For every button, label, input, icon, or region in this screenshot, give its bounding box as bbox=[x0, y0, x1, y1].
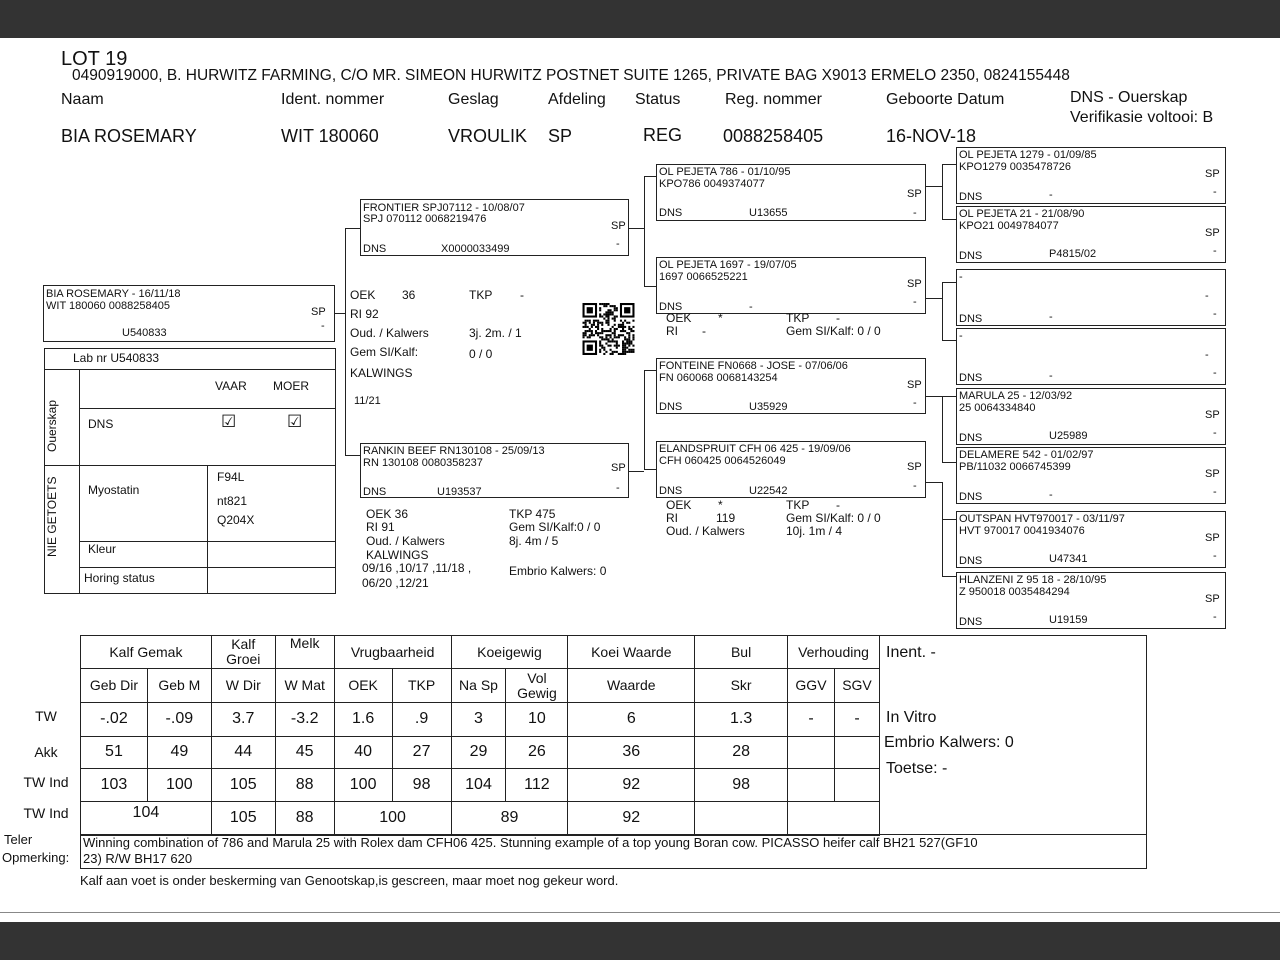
ggp-title-5: MARULA 25 - 12/03/92 bbox=[959, 390, 1073, 402]
remark-box bbox=[80, 834, 1147, 869]
gp-tkp-label-bottom: TKP bbox=[786, 498, 810, 512]
sire-tkp-label: TKP bbox=[469, 288, 493, 302]
row-label-twind: TW Ind bbox=[23, 774, 69, 790]
twind-cell-8: 112 bbox=[506, 769, 568, 802]
ggp-dash-2: - bbox=[1213, 245, 1217, 257]
ggp-id-7: HVT 970017 0041934076 bbox=[959, 525, 1085, 537]
moer-checkbox: ☑ bbox=[287, 412, 303, 431]
ggp-dns-value-5: U25989 bbox=[1049, 430, 1088, 442]
myostatin-label: Myostatin bbox=[88, 483, 140, 497]
label-reg: Reg. nommer bbox=[725, 91, 822, 108]
group-vrugbaarheid: Vrugbaarheid bbox=[334, 636, 451, 669]
lab-box bbox=[44, 348, 336, 594]
label-naam: Naam bbox=[61, 91, 104, 108]
sub-ggv: GGV bbox=[788, 669, 835, 703]
ggp-id-8: Z 950018 0035484294 bbox=[959, 586, 1070, 598]
sub-sgv: SGV bbox=[834, 669, 879, 703]
ggp-dns-label-7: DNS bbox=[959, 555, 983, 567]
twind2-verhouding bbox=[788, 802, 880, 836]
group-bul: Bul bbox=[695, 636, 788, 669]
dam-oek: OEK 36 bbox=[366, 507, 409, 521]
ggp-dash-4: - bbox=[1213, 367, 1217, 379]
embrio-kalwers: Embrio Kalwers: 0 bbox=[884, 734, 1014, 751]
gp-dash-1: - bbox=[913, 207, 917, 219]
gp-oud-label-bottom: Oud. / Kalwers bbox=[666, 524, 745, 538]
vaar-checkbox: ☑ bbox=[221, 412, 237, 431]
dam-dates-2: 06/20 ,12/21 bbox=[362, 576, 429, 590]
label-geslag: Geslag bbox=[448, 91, 499, 108]
akk-cell-5: 40 bbox=[334, 737, 392, 769]
remark-line-1: Winning combination of 786 and Marula 25 with Rolex dam CFH06 425. Stunning example of a top young Boran cow. PICASSO heifer calf BH21 527(GF10 bbox=[83, 835, 978, 850]
gp-oek-bottom: * bbox=[718, 498, 723, 512]
sub-tkp: TKP bbox=[392, 669, 451, 703]
page-bottom-rule bbox=[0, 912, 1280, 913]
in-vitro: In Vitro bbox=[886, 709, 937, 726]
sire-box bbox=[360, 199, 629, 256]
sire-kalwings: KALWINGS bbox=[350, 366, 413, 380]
ggp-dns-label-3: DNS bbox=[959, 313, 983, 325]
value-afdeling: SP bbox=[548, 126, 573, 146]
twind2-kalf-gemak: 104 bbox=[81, 802, 212, 836]
akk-cell-7: 29 bbox=[451, 737, 506, 769]
gp-dns-label-2: DNS bbox=[659, 301, 683, 313]
ggp-dash-3: - bbox=[1213, 308, 1217, 320]
ggp-dns-value-6: - bbox=[1049, 489, 1053, 501]
akk-cell-8: 26 bbox=[506, 737, 568, 769]
ggp-title-4: - bbox=[959, 330, 963, 342]
sire-breed: SP bbox=[611, 220, 626, 232]
value-geboorte: 16-NOV-18 bbox=[886, 126, 977, 146]
ggp-dns-value-3: - bbox=[1049, 311, 1053, 323]
sire-gem: 0 / 0 bbox=[469, 347, 493, 361]
group-koeigewig: Koeigewig bbox=[451, 636, 568, 669]
ggp-dns-value-2: P4815/02 bbox=[1049, 248, 1097, 260]
gp-box-1 bbox=[656, 164, 926, 221]
footer-note: Kalf aan voet is onder beskerming van Genootskap,is gescreen, maar moet nog gekeur word. bbox=[80, 873, 619, 888]
moer-label: MOER bbox=[273, 379, 309, 393]
ggp-breed-6: SP bbox=[1205, 468, 1220, 480]
ggp-dns-value-4: - bbox=[1049, 370, 1053, 382]
gp-dash-3: - bbox=[913, 397, 917, 409]
dam-ri: RI 91 bbox=[366, 520, 395, 534]
inent: Inent. - bbox=[886, 644, 936, 661]
animal-lab: U540833 bbox=[122, 327, 167, 339]
sub-geb-dir: Geb Dir bbox=[81, 669, 148, 703]
remark-label-opmerking: Opmerking: bbox=[2, 850, 70, 865]
ggp-id-1: KPO1279 0035478726 bbox=[959, 161, 1071, 173]
twind-cell-1: 103 bbox=[81, 769, 148, 802]
ggp-dns-label-2: DNS bbox=[959, 250, 983, 262]
value-status: REG bbox=[643, 125, 683, 145]
ggp-box-6 bbox=[956, 447, 1226, 504]
twind-cell-10: 98 bbox=[695, 769, 788, 802]
ggp-dash-6: - bbox=[1213, 486, 1217, 498]
gp-tkp-bottom: - bbox=[836, 498, 840, 512]
label-status: Status bbox=[635, 91, 681, 108]
gp-id-1: KPO786 0049374077 bbox=[659, 178, 765, 190]
dam-oud-label: Oud. / Kalwers bbox=[366, 534, 445, 548]
sub-w-dir: W Dir bbox=[211, 669, 275, 703]
kleur-label: Kleur bbox=[88, 542, 117, 556]
dam-dns-label: DNS bbox=[363, 486, 387, 498]
value-reg: 0088258405 bbox=[723, 126, 824, 146]
tw-cell-8: 10 bbox=[506, 703, 568, 737]
gp-gem-bottom: Gem SI/Kalf: 0 / 0 bbox=[786, 511, 881, 525]
ggp-id-5: 25 0064334840 bbox=[959, 402, 1036, 414]
horing-label: Horing status bbox=[84, 571, 155, 585]
side-nie-getoets: NIE GETOETS bbox=[45, 476, 59, 557]
tw-cell-3: 3.7 bbox=[211, 703, 275, 737]
myo-q204x: Q204X bbox=[217, 513, 255, 527]
sire-oek: 36 bbox=[402, 288, 416, 302]
sub-waarde: Waarde bbox=[568, 669, 695, 703]
ggp-title-7: OUTSPAN HVT970017 - 03/11/97 bbox=[959, 513, 1125, 525]
gp-box-4 bbox=[656, 441, 926, 498]
gp-oek-top: * bbox=[718, 311, 723, 325]
gp-ri-bottom: 119 bbox=[716, 511, 736, 525]
akk-cell-4: 45 bbox=[275, 737, 334, 769]
sire-gem-label: Gem SI/Kalf: bbox=[350, 345, 419, 359]
gp-title-1: OL PEJETA 786 - 01/10/95 bbox=[659, 166, 791, 178]
group-melk: Melk bbox=[275, 636, 334, 669]
myo-nt821: nt821 bbox=[217, 494, 248, 508]
gp-box-2 bbox=[656, 257, 926, 314]
dam-gem: Gem SI/Kalf:0 / 0 bbox=[509, 520, 601, 534]
gp-dns-value-3: U35929 bbox=[749, 401, 788, 413]
ggp-title-1: OL PEJETA 1279 - 01/09/85 bbox=[959, 149, 1097, 161]
gp-dns-label-1: DNS bbox=[659, 207, 683, 219]
tw-cell-10: 1.3 bbox=[695, 703, 788, 737]
ggp-title-2: OL PEJETA 21 - 21/08/90 bbox=[959, 208, 1085, 220]
gp-breed-3: SP bbox=[907, 379, 922, 391]
qr-code-icon bbox=[582, 303, 635, 355]
ggp-dns-value-1: - bbox=[1049, 189, 1053, 201]
ggp-dns-label-1: DNS bbox=[959, 191, 983, 203]
ggp-breed-4: - bbox=[1205, 349, 1209, 361]
twind-cell-4: 88 bbox=[275, 769, 334, 802]
ggp-box-4 bbox=[956, 328, 1226, 385]
gp-breed-1: SP bbox=[907, 188, 922, 200]
ggp-dash-1: - bbox=[1213, 186, 1217, 198]
gp-gem-top: Gem SI/Kalf: 0 / 0 bbox=[786, 324, 881, 338]
tw-cell-9: 6 bbox=[568, 703, 695, 737]
side-ouerskap: Ouerskap bbox=[45, 399, 59, 452]
gp-breed-2: SP bbox=[907, 278, 922, 290]
ggp-breed-3: - bbox=[1205, 290, 1209, 302]
dns-label: DNS bbox=[88, 417, 114, 431]
tw-cell-4: -3.2 bbox=[275, 703, 334, 737]
gp-oud-bottom: 10j. 1m / 4 bbox=[786, 524, 843, 538]
akk-cell-9: 36 bbox=[568, 737, 695, 769]
gp-id-2: 1697 0066525221 bbox=[659, 271, 748, 283]
ggp-dash-8: - bbox=[1213, 611, 1217, 623]
value-naam: BIA ROSEMARY bbox=[61, 126, 197, 146]
ggp-breed-1: SP bbox=[1205, 168, 1220, 180]
row-label-twind-2: TW Ind bbox=[23, 805, 69, 821]
label-afdeling: Afdeling bbox=[548, 91, 606, 108]
gp-dash-2: - bbox=[913, 296, 917, 308]
twind-cell-9: 92 bbox=[568, 769, 695, 802]
group-kalf-gemak: Kalf Gemak bbox=[81, 636, 212, 669]
ggp-box-7 bbox=[956, 511, 1226, 568]
gp-dns-value-1: U13655 bbox=[749, 207, 788, 219]
owner-line: 0490919000, B. HURWITZ FARMING, C/O MR. SIMEON HURWITZ POSTNET SUITE 1265, PRIVATE BAG X9013 ERMELO 2350, 0824155448 bbox=[72, 67, 1070, 84]
twind2-skr bbox=[695, 802, 788, 836]
ggp-title-3: - bbox=[959, 271, 963, 283]
twind2-koeigewig: 89 bbox=[451, 802, 568, 836]
twind2-vrugbaarheid: 100 bbox=[334, 802, 451, 836]
twind-cell-11 bbox=[788, 769, 835, 802]
gp-tkp-label-top: TKP bbox=[786, 311, 810, 325]
ggp-box-3 bbox=[956, 269, 1226, 326]
sire-kalwings-dates: 11/21 bbox=[354, 395, 381, 407]
animal-id-line: WIT 180060 0088258405 bbox=[46, 300, 170, 312]
ggp-dns-value-7: U47341 bbox=[1049, 553, 1088, 565]
remark-label-teler: Teler bbox=[4, 832, 33, 847]
group-koei-waarde: Koei Waarde bbox=[568, 636, 695, 669]
tw-cell-2: -.09 bbox=[147, 703, 211, 737]
dam-title: RANKIN BEEF RN130108 - 25/09/13 bbox=[363, 445, 545, 457]
gp-dash-4: - bbox=[913, 480, 917, 492]
gp-tkp-top: - bbox=[836, 311, 840, 325]
ggp-box-2 bbox=[956, 206, 1226, 263]
dns-title: DNS - Ouerskap bbox=[1070, 89, 1188, 106]
vaar-label: VAAR bbox=[215, 379, 247, 393]
gp-title-2: OL PEJETA 1697 - 19/07/05 bbox=[659, 259, 797, 271]
ggp-breed-7: SP bbox=[1205, 532, 1220, 544]
akk-cell-2: 49 bbox=[147, 737, 211, 769]
sub-geb-m: Geb M bbox=[147, 669, 211, 703]
gp-box-3 bbox=[656, 358, 926, 414]
value-ident: WIT 180060 bbox=[281, 126, 379, 146]
sub-skr: Skr bbox=[695, 669, 788, 703]
tw-cell-7: 3 bbox=[451, 703, 506, 737]
tw-cell-6: .9 bbox=[392, 703, 451, 737]
ggp-dash-5: - bbox=[1213, 427, 1217, 439]
lab-nr: Lab nr U540833 bbox=[73, 351, 160, 365]
tw-cell-1: -.02 bbox=[81, 703, 148, 737]
row-label-tw: TW bbox=[35, 708, 57, 724]
ggp-breed-5: SP bbox=[1205, 409, 1220, 421]
sub-vol-gewig: Vol Gewig bbox=[506, 669, 568, 703]
gp-ri-label-bottom: RI bbox=[666, 511, 678, 525]
dam-dates-1: 09/16 ,10/17 ,11/18 , bbox=[362, 561, 472, 575]
ggp-breed-8: SP bbox=[1205, 593, 1220, 605]
remark-line-2: 23) R/W BH17 620 bbox=[83, 851, 193, 866]
group-verhouding: Verhouding bbox=[788, 636, 880, 669]
sire-dns-label: DNS bbox=[363, 243, 387, 255]
ggp-box-8 bbox=[956, 572, 1226, 629]
dam-oud: 8j. 4m / 5 bbox=[509, 534, 559, 548]
inent-box bbox=[879, 635, 1147, 835]
twind2-w-mat: 88 bbox=[275, 802, 334, 836]
sire-id-line: SPJ 070112 0068219476 bbox=[363, 213, 487, 225]
ggp-breed-2: SP bbox=[1205, 227, 1220, 239]
sub-w-mat: W Mat bbox=[275, 669, 334, 703]
twind2-waarde: 92 bbox=[568, 802, 695, 836]
ggp-dns-label-5: DNS bbox=[959, 432, 983, 444]
gp-id-4: CFH 060425 0064526049 bbox=[659, 455, 786, 467]
gp-breed-4: SP bbox=[907, 461, 922, 473]
tw-cell-5: 1.6 bbox=[334, 703, 392, 737]
akk-cell-1: 51 bbox=[81, 737, 148, 769]
value-geslag: VROULIK bbox=[448, 126, 528, 146]
ggp-dns-label-8: DNS bbox=[959, 616, 983, 628]
dam-tkp: TKP 475 bbox=[509, 507, 556, 521]
toetse: Toetse: - bbox=[886, 760, 948, 777]
sire-oud: 3j. 2m. / 1 bbox=[469, 326, 522, 340]
dam-kalwings: KALWINGS bbox=[366, 548, 429, 562]
akk-cell-11 bbox=[788, 737, 835, 769]
animal-breed: SP bbox=[311, 306, 326, 318]
ggp-id-6: PB/11032 0066745399 bbox=[959, 461, 1071, 473]
ggp-title-6: DELAMERE 542 - 01/02/97 bbox=[959, 449, 1094, 461]
sire-dash: - bbox=[616, 238, 620, 250]
ggp-dns-value-8: U19159 bbox=[1049, 614, 1088, 626]
ggp-dns-label-4: DNS bbox=[959, 372, 983, 384]
gp-dns-value-4: U22542 bbox=[749, 485, 788, 497]
lot-number: LOT 19 bbox=[61, 48, 128, 70]
group-kalf-groei: Kalf Groei bbox=[211, 636, 275, 669]
evaluation-table bbox=[80, 635, 880, 836]
gp-id-3: FN 060068 0068143254 bbox=[659, 372, 778, 384]
sire-dns-value: X0000033499 bbox=[441, 243, 510, 255]
dam-dash: - bbox=[616, 482, 620, 494]
bottom-bar bbox=[0, 922, 1280, 960]
ggp-dns-label-6: DNS bbox=[959, 491, 983, 503]
twind-cell-2: 100 bbox=[147, 769, 211, 802]
label-geboorte: Geboorte Datum bbox=[886, 91, 1005, 108]
ggp-box-1 bbox=[956, 147, 1226, 204]
twind-cell-7: 104 bbox=[451, 769, 506, 802]
label-ident: Ident. nommer bbox=[281, 91, 385, 108]
ggp-title-8: HLANZENI Z 95 18 - 28/10/95 bbox=[959, 574, 1107, 586]
sire-ri: RI 92 bbox=[350, 307, 379, 321]
gp-ri-top: - bbox=[702, 324, 706, 338]
akk-cell-10: 28 bbox=[695, 737, 788, 769]
akk-cell-6: 27 bbox=[392, 737, 451, 769]
ggp-id-2: KPO21 0049784077 bbox=[959, 220, 1059, 232]
dam-box bbox=[360, 443, 629, 498]
row-label-akk: Akk bbox=[34, 744, 58, 760]
gp-dns-label-4: DNS bbox=[659, 485, 683, 497]
gp-title-3: FONTEINE FN0668 - JOSE - 07/06/06 bbox=[659, 360, 848, 372]
sire-oud-label: Oud. / Kalwers bbox=[350, 326, 429, 340]
dam-breed: SP bbox=[611, 462, 626, 474]
ggp-dash-7: - bbox=[1213, 550, 1217, 562]
twind2-w-dir: 105 bbox=[211, 802, 275, 836]
tw-cell-12: - bbox=[834, 703, 879, 737]
sire-title: FRONTIER SPJ07112 - 10/08/07 bbox=[363, 202, 525, 214]
sire-tkp: - bbox=[520, 288, 524, 302]
animal-dash: - bbox=[321, 320, 325, 332]
twind-cell-3: 105 bbox=[211, 769, 275, 802]
verification: Verifikasie voltooi: B bbox=[1070, 109, 1214, 126]
top-bar bbox=[0, 0, 1280, 38]
twind-cell-12 bbox=[834, 769, 879, 802]
dam-dns-value: U193537 bbox=[437, 486, 482, 498]
akk-cell-3: 44 bbox=[211, 737, 275, 769]
gp-ri-label-top: RI bbox=[666, 324, 678, 338]
ggp-box-5 bbox=[956, 388, 1226, 445]
gp-oek-label-top: OEK bbox=[666, 311, 692, 325]
myo-f94l: F94L bbox=[217, 470, 245, 484]
twind-cell-6: 98 bbox=[392, 769, 451, 802]
gp-dns-label-3: DNS bbox=[659, 401, 683, 413]
gp-oek-label-bottom: OEK bbox=[666, 498, 692, 512]
sub-oek: OEK bbox=[334, 669, 392, 703]
gp-title-4: ELANDSPRUIT CFH 06 425 - 19/09/06 bbox=[659, 443, 851, 455]
sire-oek-label: OEK bbox=[350, 288, 376, 302]
sub-na-sp: Na Sp bbox=[451, 669, 506, 703]
twind-cell-5: 100 bbox=[334, 769, 392, 802]
akk-cell-12 bbox=[834, 737, 879, 769]
gp-dns-value-2: - bbox=[749, 301, 753, 313]
animal-title: BIA ROSEMARY - 16/11/18 bbox=[46, 288, 181, 300]
animal-box bbox=[43, 285, 335, 342]
tw-cell-11: - bbox=[788, 703, 835, 737]
dam-embrio: Embrio Kalwers: 0 bbox=[509, 564, 607, 578]
dam-id-line: RN 130108 0080358237 bbox=[363, 457, 483, 469]
